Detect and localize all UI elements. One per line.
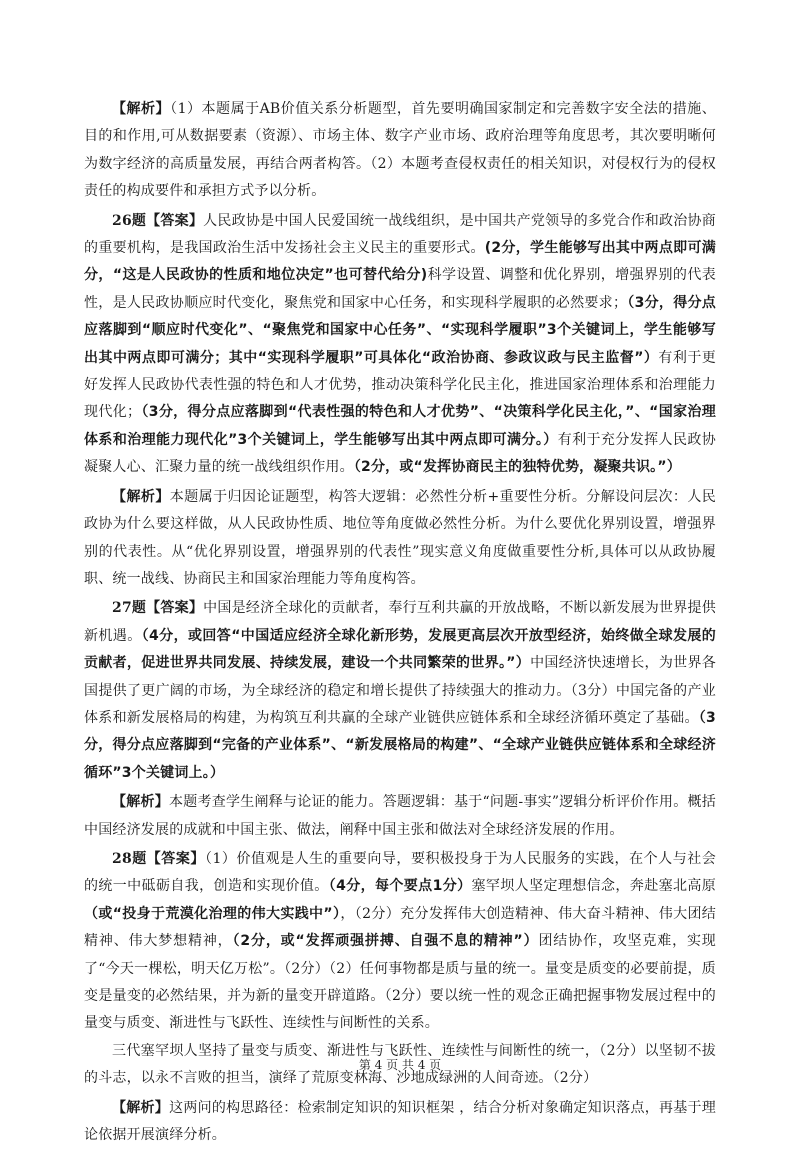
answer-text: 人民政协是中国人民爱国统一战线组织，是中国共产党领导的多党合作和政治协商的重要机构，是我国政治生活中发扬社会主义民主的重要形式。: [84, 212, 716, 257]
analysis-label: 【解析】: [112, 488, 170, 505]
analysis-text: 这两问的构思路径：检索制定知识的知识框架 ，结合分析对象确定知识落点，再基于理论依据开展演绎分析。: [84, 1099, 716, 1144]
analysis-text: 本题属于归因论证题型，构答大逻辑：必然性分析+重要性分析。分解设问层次：人民政协为什么要这样做，从人民政协性质、地位等角度做必然性分析。为什么要优化界别设置，增强界别的代表性。从“优化界别设置，增强界别的代表性”现实意义角度做重要性分析,具体可以从政协履职、统一战线、协商民主和国家治理能力等角度构答。: [84, 488, 716, 587]
scoring-note: （4分，或回答“中国适应经济全球化新形势，发展更高层次开放型经济，始终做全球发展的贡献者，促进世界共同发展、持续发展，建设一个共同繁荣的世界。”）: [84, 627, 716, 672]
answer-paragraph-27: [84, 595, 716, 787]
answer-text: 中国经济快速增长，为世界各国提供了更广阔的市场，为全球经济的稳定和增长提供了持续强大的推动力。（3分）中国完备的产业体系和新发展格局的构建，为构筑互利共赢的全球产业链供应链体系和全球经济循环奠定了基础。: [84, 655, 716, 726]
answer-text: （1）价值观是人生的重要向导，要积极投身于为人民服务的实践，在个人与社会的统一中砥砺自我，创造和实现价值。: [84, 850, 716, 895]
answer-text: 团结协作，攻坚克难，实现了“今天一棵松，明天亿万松”。（2分）（2）任何事物都是质与量的统一。量变是质变的必要前提，质变是量变的必然结果，并为新的量变开辟道路。（2分）要以统一性的观念正确把握事物发展过程中的量变与质变、渐进性与飞跃性、连续性与间断性的关系。: [84, 933, 717, 1032]
answer-text: 三代塞罕坝人坚持了量变与质变、渐进性与飞跃性、连续性与间断性的统一，（2分）以坚韧不拔的斗志，以永不言败的担当，演绎了荒原变林海、沙地成绿洲的人间奇迹。（2分）: [84, 1042, 716, 1087]
analysis-paragraph-27: [84, 789, 716, 844]
scoring-note: (2分，学生能够写出其中两点即可满分，“这是人民政协的性质和地位决定”也可替代给分): [84, 240, 716, 284]
answer-text: 有利于充分发挥人民政协凝聚人心、汇聚力量的统一战线组织作用。: [84, 431, 716, 476]
scoring-note: （3分，得分点应落脚到“顺应时代变化”、“聚焦党和国家中心任务”、“实现科学履职”3个关键词上，学生能够写出其中两点即可满分；其中“实现科学履职”可具体化“政治协商、参政议政与民主监督”）: [84, 294, 716, 366]
answer-paragraph-28: [84, 846, 716, 1038]
page-number-footer: 第 4 页 共 4 页: [358, 1058, 442, 1072]
answer-label-28: 28题【答案】: [112, 850, 205, 867]
answer-paragraph-26: [84, 208, 716, 482]
analysis-paragraph-25: [84, 96, 716, 206]
scoring-note: （3分，得分点应落脚到“代表性强的特色和人才优势”、“决策科学化民主化，”、“国家治理体系和治理能力现代化”3个关键词上，学生能够写出其中两点即可满分。）: [84, 404, 716, 448]
analysis-paragraph-26: [84, 484, 716, 594]
scoring-note: （3分，得分点应落脚到“完备的产业体系”、“新发展格局的构建”、“全球产业链供应链体系和全球经济循环”3个关键词上。）: [84, 709, 716, 781]
scoring-note: （或“投身于荒漠化治理的伟大实践中”）: [84, 905, 341, 922]
answer-text: 塞罕坝人坚定理想信念，奔赴塞北高原: [471, 878, 716, 895]
analysis-paragraph-28: [84, 1095, 716, 1149]
answer-label-26: 26题【答案】: [112, 212, 204, 229]
analysis-text: 本题考查学生阐释与论证的能力。答题逻辑：基于“问题-事实”逻辑分析评价作用。概括中国经济发展的成就和中国主张、做法，阐释中国主张和做法对全球经济发展的作用。: [84, 794, 716, 838]
answer-text: ，（2分）充分发挥伟大创造精神、伟大奋斗精神、伟大团结精神、伟大梦想精神，: [84, 905, 717, 950]
answer-text: 有利于更好发挥人民政协代表性强的特色和人才优势，推动决策科学化民主化，推进国家治理体系和治理能力现代化；: [84, 349, 716, 421]
answer-text: 科学设置、调整和优化界别，增强界别的代表性，是人民政协顺应时代变化，聚焦党和国家中心任务，和实现科学履职的必然要求；: [84, 267, 716, 311]
analysis-label: 【解析】: [112, 101, 171, 117]
scoring-note: （2分，或“发挥协商民主的独特优势，凝聚共识。”）: [353, 459, 681, 476]
scoring-note: （2分，或“发挥顽强拼搏、自强不息的精神”）: [232, 933, 539, 950]
answer-label-27: 27题【答案】: [112, 600, 204, 617]
analysis-label: 【解析】: [112, 1099, 170, 1116]
scoring-note: （4分，每个要点1分）: [328, 878, 472, 895]
analysis-text: （1）本题属于AB价值关系分析题型，首先要明确国家制定和完善数字安全法的措施、目的和作用,可从数据要素（资源）、市场主体、数字产业市场、政府治理等角度思考，其次要明晰何为数字经济的高质量发展，再结合两者构答。（2）本题考查侵权责任的相关知识，对侵权行为的侵权责任的构成要件和承担方式予以分析。: [84, 101, 716, 200]
analysis-label: 【解析】: [112, 794, 169, 811]
answer-text: 中国是经济全球化的贡献者，奉行互利共赢的开放战略，不断以新发展为世界提供新机遇。: [84, 600, 716, 644]
